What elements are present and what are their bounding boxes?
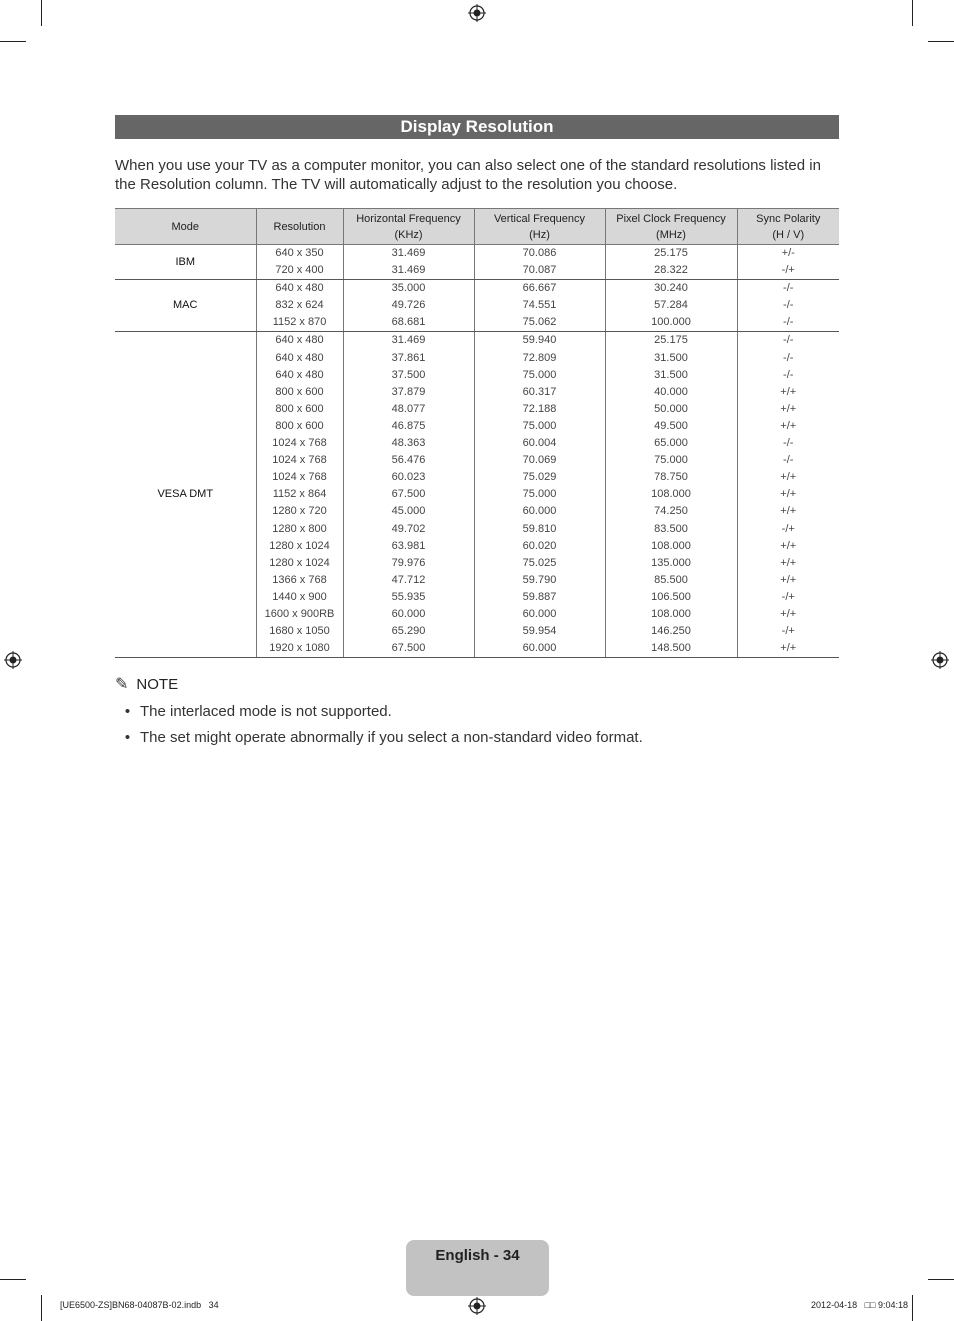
- table-cell: 640 x 480: [275, 351, 324, 364]
- table-cell: 75.029: [522, 471, 557, 484]
- table-cell: 1024 x 768: [272, 471, 327, 484]
- table-cell: 1280 x 800: [272, 522, 327, 535]
- registration-mark-icon: [4, 651, 22, 669]
- table-cell: 37.861: [391, 351, 426, 364]
- note-title: NOTE: [136, 675, 179, 693]
- bullet-icon: •: [124, 729, 131, 746]
- table-cell: 63.981: [391, 539, 426, 552]
- table-cell: 59.887: [522, 590, 557, 603]
- value-column-cell: [737, 332, 839, 658]
- table-cell: 60.000: [522, 642, 557, 655]
- table-cell: +/+: [780, 402, 797, 415]
- value-column-cell: [737, 280, 839, 332]
- pencil-note-icon: ✎: [115, 676, 129, 693]
- table-cell: +/+: [780, 385, 797, 398]
- table-cell: 60.000: [522, 607, 557, 620]
- table-cell: 37.879: [391, 385, 426, 398]
- value-column-cell: [605, 245, 737, 280]
- table-header-row: [115, 209, 839, 245]
- table-cell: 79.976: [391, 556, 426, 569]
- table-cell: 25.175: [654, 334, 688, 347]
- table-cell: 65.290: [391, 625, 426, 638]
- table-cell: 72.809: [522, 351, 557, 364]
- table-cell: 59.940: [522, 334, 557, 347]
- table-cell: 640 x 350: [275, 247, 324, 259]
- table-cell: 1152 x 870: [272, 316, 327, 329]
- table-cell: -/+: [781, 522, 795, 535]
- note-heading: [115, 674, 178, 694]
- table-cell: 74.551: [522, 299, 557, 312]
- column-header: Resolution: [256, 209, 343, 245]
- table-cell: 25.175: [654, 247, 688, 259]
- crop-mark: [0, 1279, 26, 1280]
- column-header: Horizontal Frequency (KHz): [343, 209, 474, 245]
- table-cell: 85.500: [654, 573, 688, 586]
- table-cell: 60.000: [522, 505, 557, 518]
- table-cell: 68.681: [391, 316, 426, 329]
- table-cell: +/+: [780, 642, 797, 655]
- column-header: Sync Polarity (H / V): [737, 209, 839, 245]
- value-column-cell: [343, 332, 474, 658]
- table-cell: 108.000: [651, 607, 691, 620]
- mode-cell: MAC: [115, 280, 256, 332]
- table-cell: 35.000: [391, 282, 426, 295]
- crop-mark: [912, 0, 913, 26]
- table-cell: 720 x 400: [275, 264, 324, 277]
- table-cell: 1600 x 900RB: [264, 607, 335, 620]
- table-cell: 1024 x 768: [272, 437, 327, 450]
- table-cell: -/+: [781, 264, 795, 277]
- value-column-cell: [343, 245, 474, 280]
- value-column-cell: [605, 280, 737, 332]
- registration-mark-icon: [468, 4, 486, 22]
- table-cell: -/+: [781, 625, 795, 638]
- table-cell: 1280 x 1024: [269, 539, 330, 552]
- mode-cell: VESA DMT: [115, 332, 256, 658]
- table-cell: 31.500: [654, 368, 688, 381]
- table-row: [115, 332, 839, 658]
- table-cell: 70.086: [522, 247, 557, 259]
- table-cell: 1024 x 768: [272, 454, 327, 467]
- table-cell: 1280 x 720: [272, 505, 327, 518]
- registration-mark-icon: [931, 651, 949, 669]
- table-cell: 108.000: [651, 539, 691, 552]
- column-header: Vertical Frequency (Hz): [474, 209, 605, 245]
- table-cell: -/-: [783, 299, 794, 312]
- table-cell: 31.469: [391, 334, 426, 347]
- value-column-cell: [343, 280, 474, 332]
- table-cell: 106.500: [651, 590, 691, 603]
- table-row: [115, 245, 839, 280]
- table-cell: 800 x 600: [275, 385, 324, 398]
- table-cell: 75.000: [654, 454, 688, 467]
- crop-mark: [912, 1295, 913, 1321]
- table-cell: 72.188: [522, 402, 557, 415]
- table-cell: 83.500: [654, 522, 688, 535]
- table-cell: +/+: [780, 556, 797, 569]
- table-cell: 28.322: [654, 264, 688, 277]
- column-header: Pixel Clock Frequency (MHz): [605, 209, 737, 245]
- column-header: Mode: [115, 209, 256, 245]
- table-cell: 800 x 600: [275, 419, 324, 432]
- table-cell: 1920 x 1080: [269, 642, 330, 655]
- value-column-cell: [474, 280, 605, 332]
- table-cell: 45.000: [391, 505, 426, 518]
- table-cell: 135.000: [651, 556, 691, 569]
- table-cell: 49.726: [391, 299, 426, 312]
- table-cell: -/-: [783, 334, 794, 347]
- table-cell: -/-: [783, 437, 794, 450]
- table-cell: -/-: [783, 454, 794, 467]
- table-cell: 640 x 480: [275, 368, 324, 381]
- table-cell: 70.087: [522, 264, 557, 277]
- footer-file-info: [UE6500-ZS]BN68-04087B-02.indb 34: [60, 1300, 219, 1310]
- value-column-cell: [256, 280, 343, 332]
- crop-mark: [0, 41, 26, 42]
- table-row: [115, 280, 839, 332]
- table-cell: 1280 x 1024: [269, 556, 330, 569]
- table-cell: 47.712: [391, 573, 426, 586]
- table-cell: 30.240: [654, 282, 688, 295]
- table-cell: 75.025: [522, 556, 557, 569]
- intro-paragraph: When you use your TV as a computer monitor, you can also select one of the standard resolutions listed in the Resolution column. The TV will automatically adjust to the resolution you choose.: [115, 157, 821, 193]
- table-cell: 78.750: [654, 471, 688, 484]
- table-cell: 100.000: [651, 316, 691, 329]
- table-cell: -/-: [783, 316, 794, 329]
- mode-cell: IBM: [115, 245, 256, 280]
- table-cell: 1366 x 768: [272, 573, 327, 586]
- table-cell: +/+: [780, 505, 797, 518]
- value-column-cell: [474, 245, 605, 280]
- table-cell: 56.476: [391, 454, 426, 467]
- table-cell: 48.363: [391, 437, 426, 450]
- table-cell: 148.500: [651, 642, 691, 655]
- list-item: • The set might operate abnormally if you select a non-standard video format.: [115, 728, 839, 747]
- value-column-cell: [605, 332, 737, 658]
- section-title: Display Resolution: [115, 115, 839, 139]
- table-cell: 48.077: [391, 402, 426, 415]
- table-cell: 60.004: [522, 437, 557, 450]
- table-cell: 31.469: [391, 264, 426, 277]
- table-cell: 66.667: [522, 282, 557, 295]
- footer-timestamp: 2012-04-18 □□ 9:04:18: [811, 1300, 908, 1310]
- table-cell: 31.500: [654, 351, 688, 364]
- table-cell: -/+: [781, 590, 795, 603]
- list-item: • The interlaced mode is not supported.: [115, 702, 839, 721]
- resolution-table: [115, 208, 839, 658]
- table-cell: +/+: [780, 471, 797, 484]
- table-cell: 31.469: [391, 247, 426, 259]
- table-cell: 50.000: [654, 402, 688, 415]
- table-cell: 49.500: [654, 419, 688, 432]
- table-cell: +/+: [780, 573, 797, 586]
- table-cell: 40.000: [654, 385, 688, 398]
- table-cell: +/+: [780, 539, 797, 552]
- table-cell: -/-: [783, 368, 794, 381]
- table-cell: 640 x 480: [275, 334, 324, 347]
- table-cell: 640 x 480: [275, 282, 324, 295]
- crop-mark: [928, 1279, 954, 1280]
- table-cell: 49.702: [391, 522, 426, 535]
- table-cell: 1152 x 864: [272, 488, 327, 501]
- value-column-cell: [474, 332, 605, 658]
- table-cell: 59.954: [522, 625, 557, 638]
- table-cell: 37.500: [391, 368, 426, 381]
- table-cell: 65.000: [654, 437, 688, 450]
- table-cell: 60.023: [391, 471, 426, 484]
- table-cell: 75.000: [522, 419, 557, 432]
- value-column-cell: [737, 245, 839, 280]
- value-column-cell: [256, 245, 343, 280]
- bullet-icon: •: [124, 703, 131, 720]
- table-cell: +/-: [781, 247, 795, 259]
- table-cell: 74.250: [654, 505, 688, 518]
- table-cell: 60.020: [522, 539, 557, 552]
- table-cell: 57.284: [654, 299, 688, 312]
- table-cell: 46.875: [391, 419, 426, 432]
- table-cell: 75.000: [522, 368, 557, 381]
- table-cell: 108.000: [651, 488, 691, 501]
- table-cell: 60.317: [522, 385, 557, 398]
- registration-mark-icon: [468, 1297, 486, 1315]
- table-cell: 59.790: [522, 573, 557, 586]
- table-cell: +/+: [780, 607, 797, 620]
- note-list: [115, 702, 839, 754]
- table-cell: 146.250: [651, 625, 691, 638]
- table-cell: 55.935: [391, 590, 426, 603]
- table-cell: 60.000: [391, 607, 426, 620]
- table-cell: 75.000: [522, 488, 557, 501]
- crop-mark: [41, 1295, 42, 1321]
- table-cell: +/+: [780, 488, 797, 501]
- table-cell: 59.810: [522, 522, 557, 535]
- value-column-cell: [256, 332, 343, 658]
- table-cell: 1680 x 1050: [269, 625, 330, 638]
- table-cell: -/-: [783, 351, 794, 364]
- table-cell: 1440 x 900: [272, 590, 327, 603]
- table-cell: +/+: [780, 419, 797, 432]
- table-cell: 800 x 600: [275, 402, 324, 415]
- table-cell: 67.500: [391, 642, 426, 655]
- table-cell: 75.062: [522, 316, 557, 329]
- table-cell: 832 x 624: [275, 299, 324, 312]
- crop-mark: [41, 0, 42, 26]
- table-cell: 67.500: [391, 488, 426, 501]
- page-number-tab: English - 34: [406, 1240, 549, 1296]
- crop-mark: [928, 41, 954, 42]
- table-cell: -/-: [783, 282, 794, 295]
- table-cell: 70.069: [522, 454, 557, 467]
